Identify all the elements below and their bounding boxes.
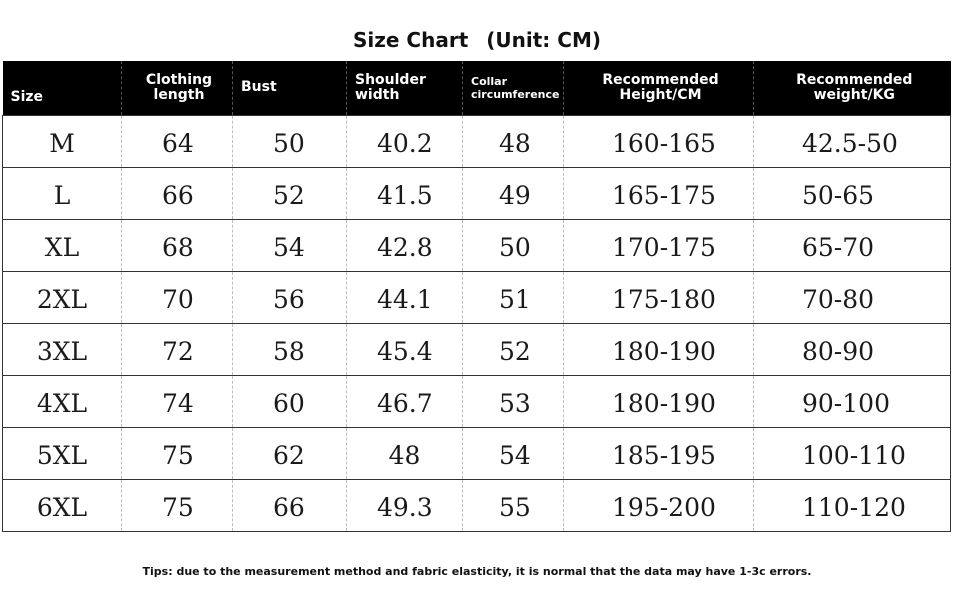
cell-clothing-length: 75 — [122, 427, 233, 479]
table-row — [3, 427, 951, 479]
cell-recommended-height: 160-165 — [564, 115, 754, 167]
cell-recommended-weight: 50-65 — [754, 167, 951, 219]
table-header — [3, 61, 951, 115]
cell-shoulder-width: 49.3 — [347, 479, 463, 531]
cell-size: 4XL — [3, 375, 122, 427]
cell-bust: 52 — [233, 167, 347, 219]
cell-shoulder-width: 48 — [347, 427, 463, 479]
header-shoulder-width: Shoulder width — [347, 61, 463, 115]
cell-recommended-height: 175-180 — [564, 271, 754, 323]
cell-collar-circumference: 49 — [463, 167, 564, 219]
cell-shoulder-width: 40.2 — [347, 115, 463, 167]
cell-shoulder-width: 44.1 — [347, 271, 463, 323]
unit-text: (Unit: CM) — [486, 28, 601, 52]
cell-bust: 66 — [233, 479, 347, 531]
cell-clothing-length: 66 — [122, 167, 233, 219]
cell-recommended-height: 195-200 — [564, 479, 754, 531]
cell-size: 5XL — [3, 427, 122, 479]
table-row — [3, 219, 951, 271]
cell-collar-circumference: 54 — [463, 427, 564, 479]
cell-clothing-length: 74 — [122, 375, 233, 427]
cell-bust: 54 — [233, 219, 347, 271]
table-row — [3, 167, 951, 219]
cell-collar-circumference: 52 — [463, 323, 564, 375]
cell-collar-circumference: 48 — [463, 115, 564, 167]
cell-size: M — [3, 115, 122, 167]
cell-bust: 58 — [233, 323, 347, 375]
cell-recommended-height: 185-195 — [564, 427, 754, 479]
header-size: Size — [3, 61, 122, 115]
tips-note: Tips: due to the measurement method and fabric elasticity, it is normal that the data may have 1-3c errors. — [142, 565, 812, 578]
size-table — [2, 61, 951, 532]
cell-recommended-height: 180-190 — [564, 323, 754, 375]
table-row — [3, 115, 951, 167]
cell-recommended-weight: 90-100 — [754, 375, 951, 427]
header-recommended-height: Recommended Height/CM — [564, 61, 754, 115]
cell-clothing-length: 70 — [122, 271, 233, 323]
cell-collar-circumference: 55 — [463, 479, 564, 531]
table-row — [3, 479, 951, 531]
cell-bust: 60 — [233, 375, 347, 427]
cell-shoulder-width: 42.8 — [347, 219, 463, 271]
cell-recommended-weight: 42.5-50 — [754, 115, 951, 167]
cell-shoulder-width: 46.7 — [347, 375, 463, 427]
table-row — [3, 271, 951, 323]
cell-collar-circumference: 51 — [463, 271, 564, 323]
cell-clothing-length: 72 — [122, 323, 233, 375]
header-clothing-length: Clothing length — [122, 61, 233, 115]
cell-clothing-length: 75 — [122, 479, 233, 531]
cell-recommended-height: 165-175 — [564, 167, 754, 219]
cell-shoulder-width: 41.5 — [347, 167, 463, 219]
cell-recommended-weight: 110-120 — [754, 479, 951, 531]
cell-size: 3XL — [3, 323, 122, 375]
cell-clothing-length: 68 — [122, 219, 233, 271]
header-recommended-weight: Recommended weight/KG — [754, 61, 951, 115]
cell-collar-circumference: 53 — [463, 375, 564, 427]
table-body — [3, 115, 951, 531]
cell-recommended-weight: 70-80 — [754, 271, 951, 323]
cell-size: 6XL — [3, 479, 122, 531]
cell-recommended-weight: 100-110 — [754, 427, 951, 479]
table-row — [3, 375, 951, 427]
cell-collar-circumference: 50 — [463, 219, 564, 271]
chart-title — [0, 26, 954, 54]
table-row — [3, 323, 951, 375]
cell-recommended-height: 180-190 — [564, 375, 754, 427]
cell-recommended-weight: 65-70 — [754, 219, 951, 271]
cell-recommended-height: 170-175 — [564, 219, 754, 271]
title-text: Size Chart — [353, 28, 469, 52]
cell-size: XL — [3, 219, 122, 271]
header-row — [3, 61, 951, 115]
cell-size: 2XL — [3, 271, 122, 323]
cell-bust: 50 — [233, 115, 347, 167]
cell-clothing-length: 64 — [122, 115, 233, 167]
cell-shoulder-width: 45.4 — [347, 323, 463, 375]
cell-bust: 56 — [233, 271, 347, 323]
header-collar-circumference: Collar circumference — [463, 61, 564, 115]
cell-recommended-weight: 80-90 — [754, 323, 951, 375]
header-bust: Bust — [233, 61, 347, 115]
cell-bust: 62 — [233, 427, 347, 479]
cell-size: L — [3, 167, 122, 219]
